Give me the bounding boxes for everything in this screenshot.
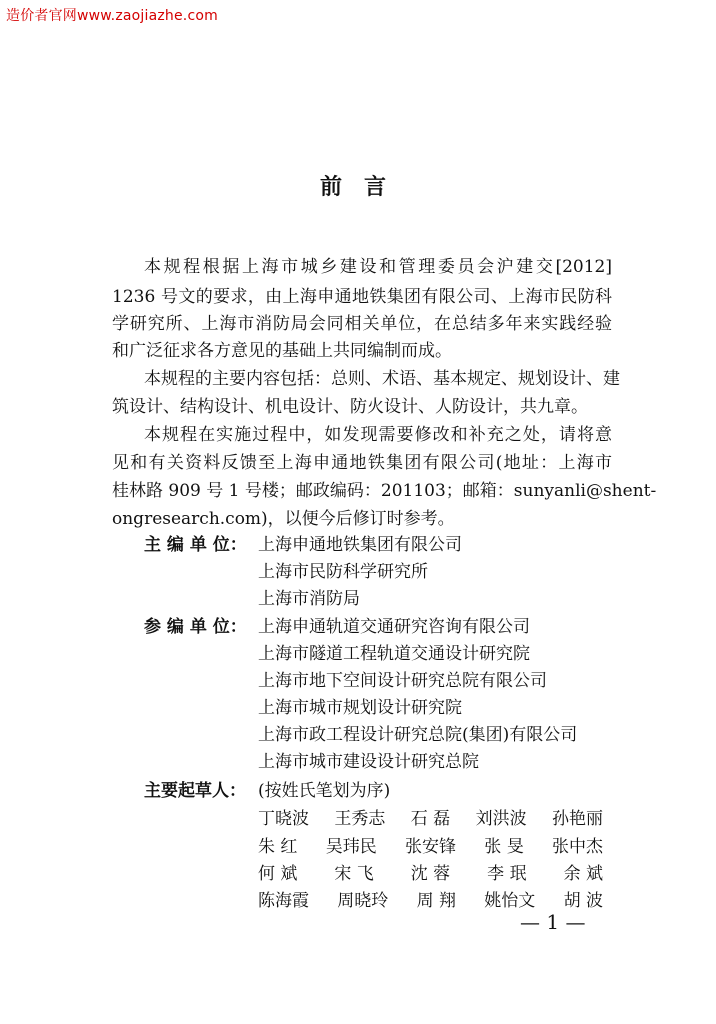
drafter-row [258, 804, 603, 829]
drafters-note: (按姓氏笔划为序) [258, 781, 391, 801]
paragraph-line: 学研究所、上海市消防局会同相关单位，在总结多年来实践经验 [112, 314, 612, 334]
paragraph-line: 桂林路 909 号 1 号楼；邮政编码：201103；邮箱：sunyanli@shent- [112, 481, 657, 501]
drafters-label: 主要起草人： [144, 781, 246, 801]
paragraph-line: ongresearch.com)，以便今后修订时参考。 [112, 509, 455, 529]
drafter-name: 石 磊 [410, 809, 451, 829]
drafter-name: 丁晓波 [258, 809, 309, 829]
drafter-name: 宋 飞 [334, 864, 374, 884]
paragraph-line: 本规程在实施过程中，如发现需要修改和补充之处，请将意 [144, 425, 612, 445]
paragraph-line: 见和有关资料反馈至上海申通地铁集团有限公司(地址：上海市 [112, 453, 612, 473]
participating-unit-item: 上海市地下空间设计研究总院有限公司 [258, 671, 547, 691]
drafter-name: 张安锋 [405, 837, 456, 857]
participating-unit-item: 上海申通轨道交通研究咨询有限公司 [258, 617, 530, 637]
drafter-name: 周晓玲 [337, 891, 389, 911]
chief-unit-item: 上海市民防科学研究所 [258, 562, 428, 582]
participating-unit-item: 上海市政工程设计研究总院(集团)有限公司 [258, 725, 578, 745]
drafter-name: 姚怡文 [484, 891, 536, 911]
drafter-row [258, 859, 603, 884]
drafter-name: 孙艳丽 [551, 809, 603, 829]
drafter-row [258, 832, 603, 857]
drafter-name: 张 旻 [484, 837, 524, 857]
paragraph-line: 本规程根据上海市城乡建设和管理委员会沪建交[2012] [144, 257, 612, 277]
drafter-name: 余 斌 [563, 864, 603, 884]
drafter-row [258, 886, 603, 911]
page-title: 前言 [319, 175, 408, 200]
drafter-name: 胡 波 [563, 891, 603, 911]
drafter-name: 陈海霞 [258, 891, 309, 911]
chief-unit-item: 上海市消防局 [258, 589, 360, 609]
drafter-name: 李 珉 [487, 864, 527, 884]
paragraph-line: 筑设计、结构设计、机电设计、防火设计、人防设计，共九章。 [112, 397, 588, 417]
drafter-name: 张中杰 [552, 837, 603, 857]
chief-units-label: 主 编 单 位： [144, 535, 247, 555]
participating-unit-item: 上海市隧道工程轨道交通设计研究院 [258, 644, 530, 664]
drafter-name: 沈 蓉 [410, 864, 451, 884]
page-number: — 1 — [520, 910, 586, 934]
drafter-name: 吴玮民 [325, 837, 377, 857]
chief-unit-item: 上海申通地铁集团有限公司 [258, 535, 462, 555]
participating-unit-item: 上海市城市建设设计研究总院 [258, 752, 479, 772]
drafter-name: 周 翔 [416, 891, 456, 911]
participating-unit-item: 上海市城市规划设计研究院 [258, 698, 462, 718]
drafter-name: 何 斌 [258, 864, 298, 884]
paragraph-line: 1236 号文的要求，由上海申通地铁集团有限公司、上海市民防科 [112, 287, 612, 307]
paragraph-line: 本规程的主要内容包括：总则、术语、基本规定、规划设计、建 [144, 369, 620, 389]
drafter-name: 刘洪波 [475, 809, 527, 829]
drafter-name: 朱 红 [258, 837, 298, 857]
watermark-link[interactable]: 造价者官网www.zaojiazhe.com [6, 8, 218, 24]
drafter-name: 王秀志 [334, 809, 386, 829]
participating-units-label: 参 编 单 位： [144, 617, 247, 637]
paragraph-line: 和广泛征求各方意见的基础上共同编制而成。 [112, 341, 452, 361]
